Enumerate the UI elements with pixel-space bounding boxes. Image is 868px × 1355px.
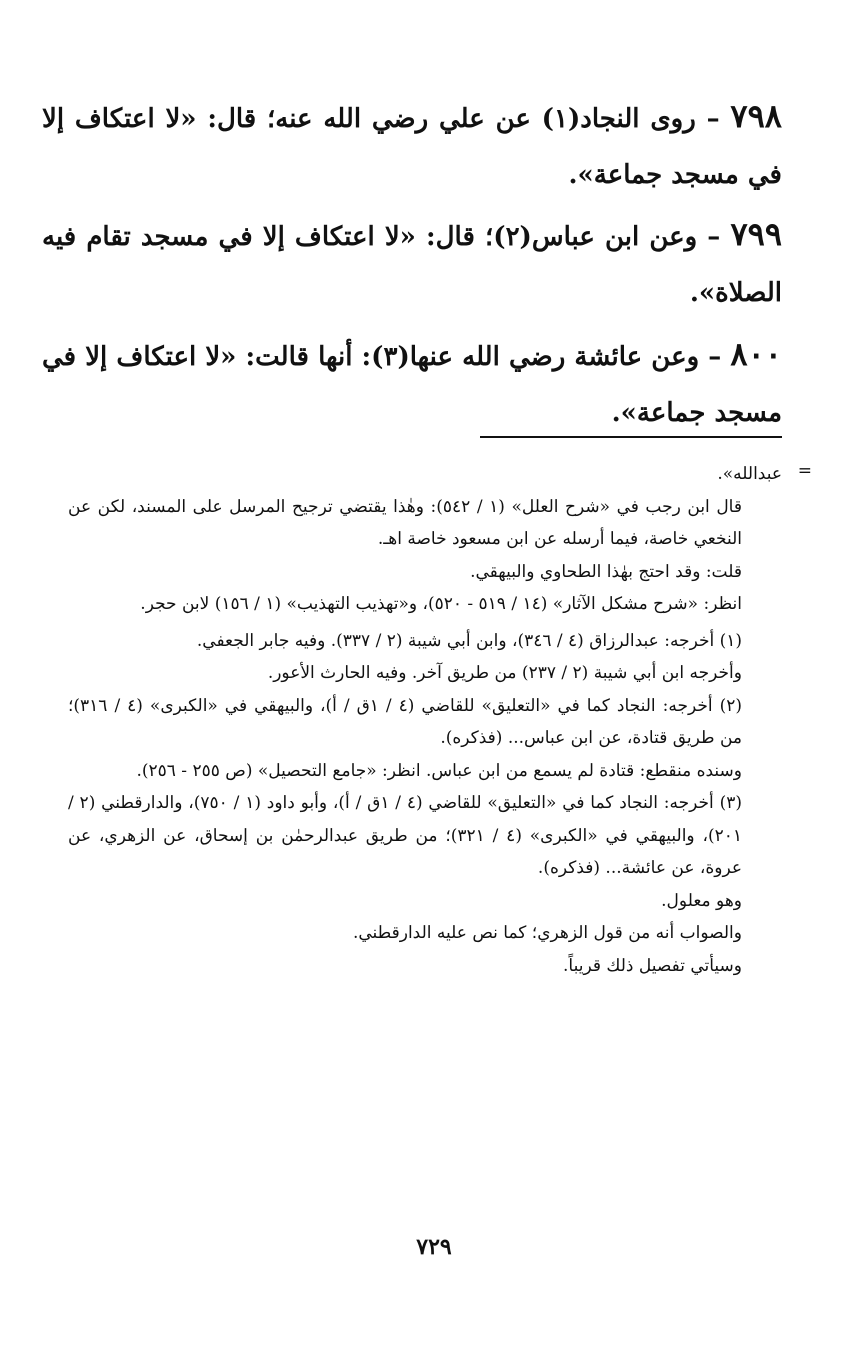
footnote-1: (١) أخرجه: عبدالرزاق (٤ / ٣٤٦)، وابن أبي شيبة (٢ / ٣٣٧). وفيه جابر الجعفي. <box>196 630 742 651</box>
footnote-separator <box>480 436 782 438</box>
hadith-800 <box>42 326 782 441</box>
footnote-3-pointer: وسيأتي تفصيل ذلك قريباً. <box>563 955 742 976</box>
carryover-note: عبدالله». <box>717 464 782 484</box>
continuation-marker: = <box>797 461 812 481</box>
footnote-2: (٢) أخرجه: النجاد كما في «التعليق» للقاضي (٤ / ١ق / أ)، والبيهقي في «الكبرى» (٤ / ٣١٦)؛ من طريق قتادة، عن ابن عباس... (فذكره). <box>68 695 742 748</box>
footnote-1-extra: وأخرجه ابن أبي شيبة (٢ / ٢٣٧) من طريق آخر. وفيه الحارث الأعور. <box>267 663 742 683</box>
hadith-text: – وعن ابن عباس(٢)؛ قال: «لا اعتكاف إلا في مسجد تقام فيه الصلاة». <box>42 222 782 308</box>
hadith-number: ٧٩٩ <box>730 215 782 253</box>
qultu-note: قلت: وقد احتج بهٰذا الطحاوي والبيهقي. <box>470 561 742 582</box>
footnote-2-extra: وسنده منقطع: قتادة لم يسمع من ابن عباس. انظر: «جامع التحصيل» (ص ٢٥٥ - ٢٥٦). <box>136 760 742 781</box>
hadith-number: ٨٠٠ <box>730 335 782 373</box>
footnote-3: (٣) أخرجه: النجاد كما في «التعليق» للقاضي (٤ / ١ق / أ)، وأبو داود (١ / ٧٥٠)، والدارقطني (٢ / ٢٠١)، والبيهقي في «الكبرى» (٤ / ٣٢١)؛ من طريق عبدالرحمٰن بن إسحاق، عن الزهري، عن عروة، عن عائشة... (فذكره). <box>68 793 742 878</box>
hadith-text: – روى النجاد(١) عن علي رضي الله عنه؛ قال: «لا اعتكاف إلا في مسجد جماعة». <box>42 104 782 190</box>
hadith-number: ٧٩٨ <box>730 97 782 135</box>
footnote-3-correction: والصواب أنه من قول الزهري؛ كما نص عليه الدارقطني. <box>352 923 742 943</box>
page-number: ٧٢٩ <box>416 1234 452 1260</box>
hadith-text: – وعن عائشة رضي الله عنها(٣): أنها قالت: «لا اعتكاف إلا في مسجد جماعة». <box>42 342 782 428</box>
footnote-3-verdict: وهو معلول. <box>661 890 742 911</box>
unzur-note: انظر: «شرح مشكل الآثار» (١٤ / ٥١٩ - ٥٢٠)، و«تهذيب التهذيب» (١ / ١٥٦) لابن حجر. <box>140 594 742 614</box>
hadith-798 <box>42 88 782 203</box>
ibn-rajab-note: قال ابن رجب في «شرح العلل» (١ / ٥٤٢): وهٰذا يقتضي ترجيح المرسل على المسند، لكن عن النخعي خاصة، فيما أرسله عن ابن مسعود خاصة اهـ. <box>68 496 742 549</box>
hadith-799 <box>42 206 782 321</box>
footnotes <box>68 458 782 982</box>
